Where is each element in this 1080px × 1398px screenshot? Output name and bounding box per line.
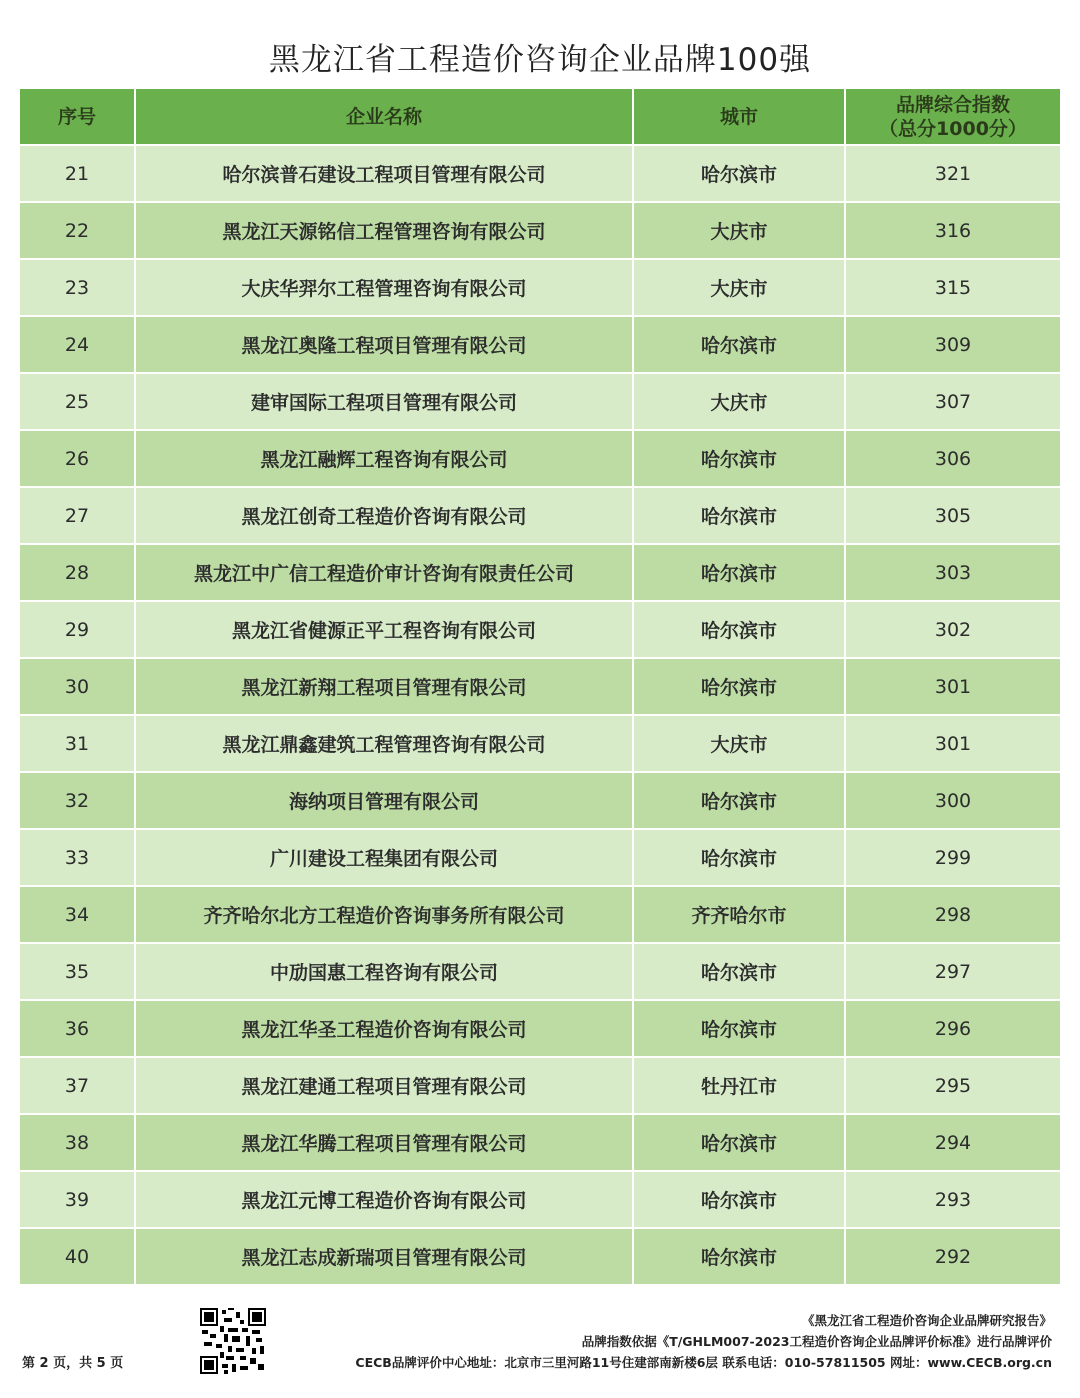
table-row [20,601,1060,658]
cell-company: 黑龙江建通工程项目管理有限公司 [135,1057,633,1114]
header-city: 城市 [633,89,845,145]
cell-city: 哈尔滨市 [633,658,845,715]
table-row [20,943,1060,1000]
cell-city: 大庆市 [633,373,845,430]
cell-company: 黑龙江创奇工程造价咨询有限公司 [135,487,633,544]
table-row [20,1171,1060,1228]
cell-rank: 21 [20,145,135,202]
cell-city: 哈尔滨市 [633,544,845,601]
cell-company: 黑龙江省健源正平工程咨询有限公司 [135,601,633,658]
cell-company: 黑龙江天源铭信工程管理咨询有限公司 [135,202,633,259]
table-row [20,430,1060,487]
cell-score: 293 [845,1171,1060,1228]
table-row [20,1057,1060,1114]
table-row [20,487,1060,544]
cell-score: 297 [845,943,1060,1000]
cell-rank: 34 [20,886,135,943]
cell-company: 哈尔滨普石建设工程项目管理有限公司 [135,145,633,202]
qr-code-icon [200,1308,266,1374]
cell-company: 黑龙江华腾工程项目管理有限公司 [135,1114,633,1171]
footer-standard-note: 品牌指数依据《T/GHLM007-2023工程造价咨询企业品牌评价标准》进行品牌评价 [581,1334,1052,1349]
cell-rank: 33 [20,829,135,886]
cell-company: 黑龙江元博工程造价咨询有限公司 [135,1171,633,1228]
cell-rank: 36 [20,1000,135,1057]
cell-score: 294 [845,1114,1060,1171]
cell-city: 哈尔滨市 [633,829,845,886]
cell-company: 中劢国惠工程咨询有限公司 [135,943,633,1000]
table-row [20,202,1060,259]
cell-rank: 32 [20,772,135,829]
cell-rank: 38 [20,1114,135,1171]
table-row [20,772,1060,829]
cell-city: 大庆市 [633,202,845,259]
cell-score: 296 [845,1000,1060,1057]
table-row [20,145,1060,202]
table-row [20,715,1060,772]
cell-score: 298 [845,886,1060,943]
table-row [20,316,1060,373]
cell-city: 哈尔滨市 [633,1114,845,1171]
table-row [20,373,1060,430]
cell-city: 哈尔滨市 [633,430,845,487]
cell-rank: 23 [20,259,135,316]
cell-city: 哈尔滨市 [633,145,845,202]
page-title: 黑龙江省工程造价咨询企业品牌100强 [268,42,812,78]
cell-city: 哈尔滨市 [633,1228,845,1285]
cell-company: 广川建设工程集团有限公司 [135,829,633,886]
cell-score: 321 [845,145,1060,202]
cell-score: 305 [845,487,1060,544]
table-row [20,829,1060,886]
cell-city: 齐齐哈尔市 [633,886,845,943]
cell-company: 黑龙江融辉工程咨询有限公司 [135,430,633,487]
header-score [845,89,1060,145]
cell-rank: 26 [20,430,135,487]
cell-rank: 25 [20,373,135,430]
cell-score: 306 [845,430,1060,487]
header-rank: 序号 [20,89,135,145]
cell-company: 齐齐哈尔北方工程造价咨询事务所有限公司 [135,886,633,943]
cell-score: 302 [845,601,1060,658]
table-row [20,1000,1060,1057]
cell-company: 黑龙江华圣工程造价咨询有限公司 [135,1000,633,1057]
cell-score: 299 [845,829,1060,886]
cell-company: 黑龙江奥隆工程项目管理有限公司 [135,316,633,373]
cell-rank: 28 [20,544,135,601]
cell-rank: 27 [20,487,135,544]
cell-score: 295 [845,1057,1060,1114]
cell-city: 哈尔滨市 [633,1171,845,1228]
cell-score: 316 [845,202,1060,259]
cell-rank: 39 [20,1171,135,1228]
cell-city: 哈尔滨市 [633,601,845,658]
cell-rank: 40 [20,1228,135,1285]
footer-info [355,1310,1052,1373]
header-score-line2: （总分1000分） [879,117,1027,140]
footer-contact: CECB品牌评价中心地址：北京市三里河路11号住建部南新楼6层 联系电话：010-57811505 网址：www.CECB.org.cn [355,1355,1052,1370]
header-company: 企业名称 [135,89,633,145]
cell-score: 301 [845,715,1060,772]
cell-rank: 35 [20,943,135,1000]
table-row [20,259,1060,316]
table-row [20,1114,1060,1171]
ranking-table [20,89,1060,1286]
cell-score: 315 [845,259,1060,316]
footer-report-title: 《黑龙江省工程造价咨询企业品牌研究报告》 [801,1313,1052,1328]
table-header-row [20,89,1060,145]
cell-score: 309 [845,316,1060,373]
cell-score: 301 [845,658,1060,715]
cell-score: 300 [845,772,1060,829]
cell-company: 黑龙江志成新瑞项目管理有限公司 [135,1228,633,1285]
cell-rank: 31 [20,715,135,772]
cell-rank: 29 [20,601,135,658]
cell-score: 307 [845,373,1060,430]
cell-company: 海纳项目管理有限公司 [135,772,633,829]
cell-rank: 37 [20,1057,135,1114]
cell-city: 牡丹江市 [633,1057,845,1114]
page-number: 第 2 页，共 5 页 [22,1356,124,1371]
cell-company: 建审国际工程项目管理有限公司 [135,373,633,430]
cell-city: 哈尔滨市 [633,772,845,829]
cell-company: 黑龙江中广信工程造价审计咨询有限责任公司 [135,544,633,601]
cell-rank: 30 [20,658,135,715]
cell-city: 哈尔滨市 [633,316,845,373]
cell-company: 大庆华羿尔工程管理咨询有限公司 [135,259,633,316]
table-row [20,544,1060,601]
cell-rank: 24 [20,316,135,373]
cell-company: 黑龙江新翔工程项目管理有限公司 [135,658,633,715]
cell-score: 292 [845,1228,1060,1285]
cell-city: 哈尔滨市 [633,1000,845,1057]
table-row [20,658,1060,715]
table-row [20,886,1060,943]
cell-city: 哈尔滨市 [633,943,845,1000]
cell-city: 大庆市 [633,259,845,316]
cell-score: 303 [845,544,1060,601]
cell-rank: 22 [20,202,135,259]
cell-city: 大庆市 [633,715,845,772]
cell-city: 哈尔滨市 [633,487,845,544]
header-score-line1: 品牌综合指数 [895,93,1010,116]
table-row [20,1228,1060,1285]
cell-company: 黑龙江鼎鑫建筑工程管理咨询有限公司 [135,715,633,772]
